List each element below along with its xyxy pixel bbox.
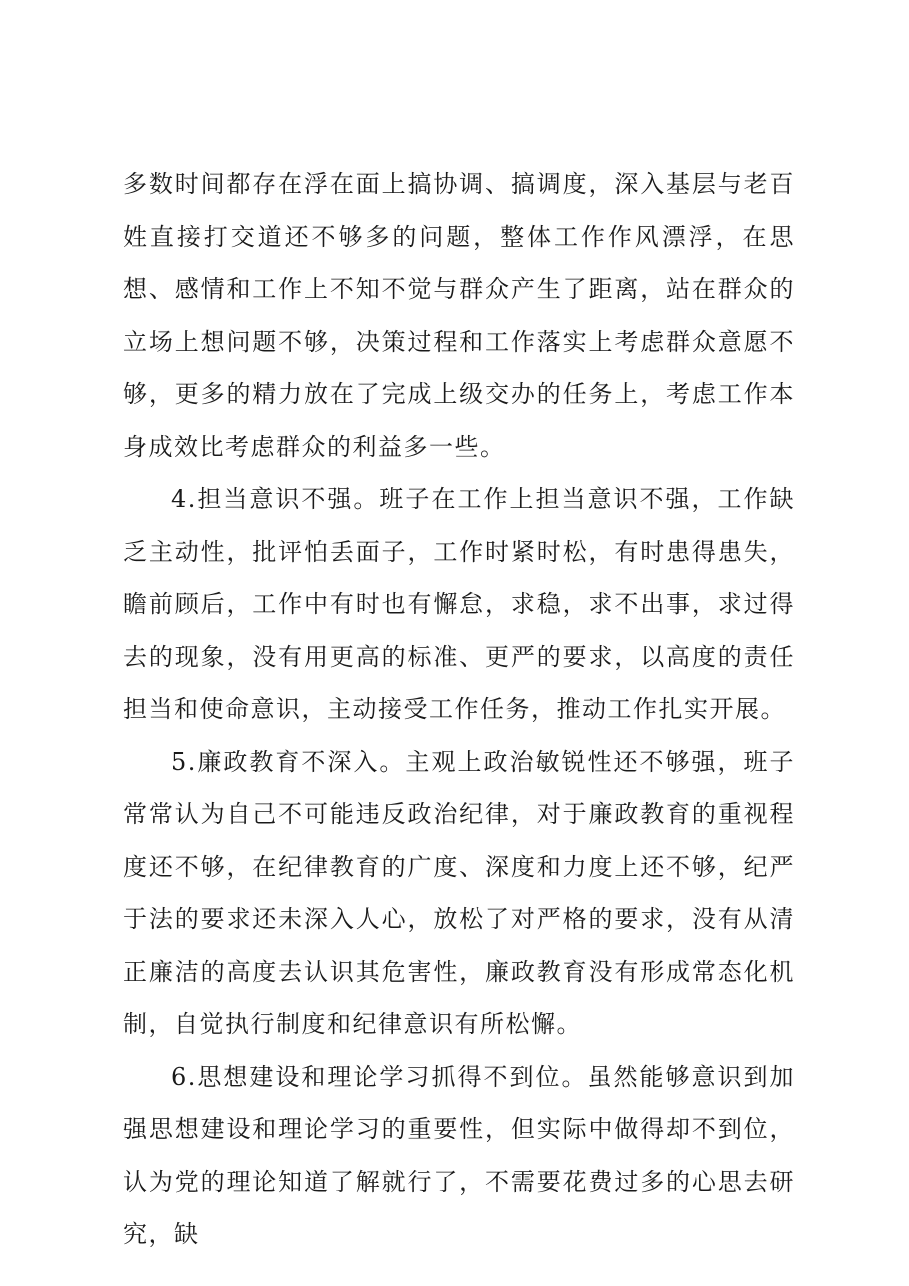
document-body <box>123 158 795 1261</box>
paragraph-item-5: 5.廉政教育不深入。主观上政治敏锐性还不够强，班子常常认为自己不可能违反政治纪律，对于廉政教育的重视程度还不够，在纪律教育的广度、深度和力度上还不够，纪严于法的要求还未深入人心，放松了对严格的要求，没有从清正廉洁的高度去认识其危害性，廉政教育没有形成常态化机制，自觉执行制度和纪律意识有所松懈。 <box>123 747 795 1038</box>
paragraph-item-6: 6.思想建设和理论学习抓得不到位。虽然能够意识到加强思想建设和理论学习的重要性，但实际中做得却不到位，认为党的理论知道了解就行了，不需要花费过多的心思去研究，缺 <box>123 1062 795 1248</box>
paragraph-item-4: 4.担当意识不强。班子在工作上担当意识不强，工作缺乏主动性，批评怕丢面子，工作时紧时松，有时患得患失，瞻前顾后，工作中有时也有懈怠，求稳，求不出事，求过得去的现象，没有用更高的标准、更严的要求，以高度的责任担当和使命意识，主动接受工作任务，推动工作扎实开展。 <box>123 485 795 723</box>
paragraph-continuation: 多数时间都存在浮在面上搞协调、搞调度，深入基层与老百姓直接打交道还不够多的问题，整体工作作风漂浮，在思想、感情和工作上不知不觉与群众产生了距离，站在群众的立场上想问题不够，决策过程和工作落实上考虑群众意愿不够，更多的精力放在了完成上级交办的任务上，考虑工作本身成效比考虑群众的利益多一些。 <box>123 170 795 461</box>
